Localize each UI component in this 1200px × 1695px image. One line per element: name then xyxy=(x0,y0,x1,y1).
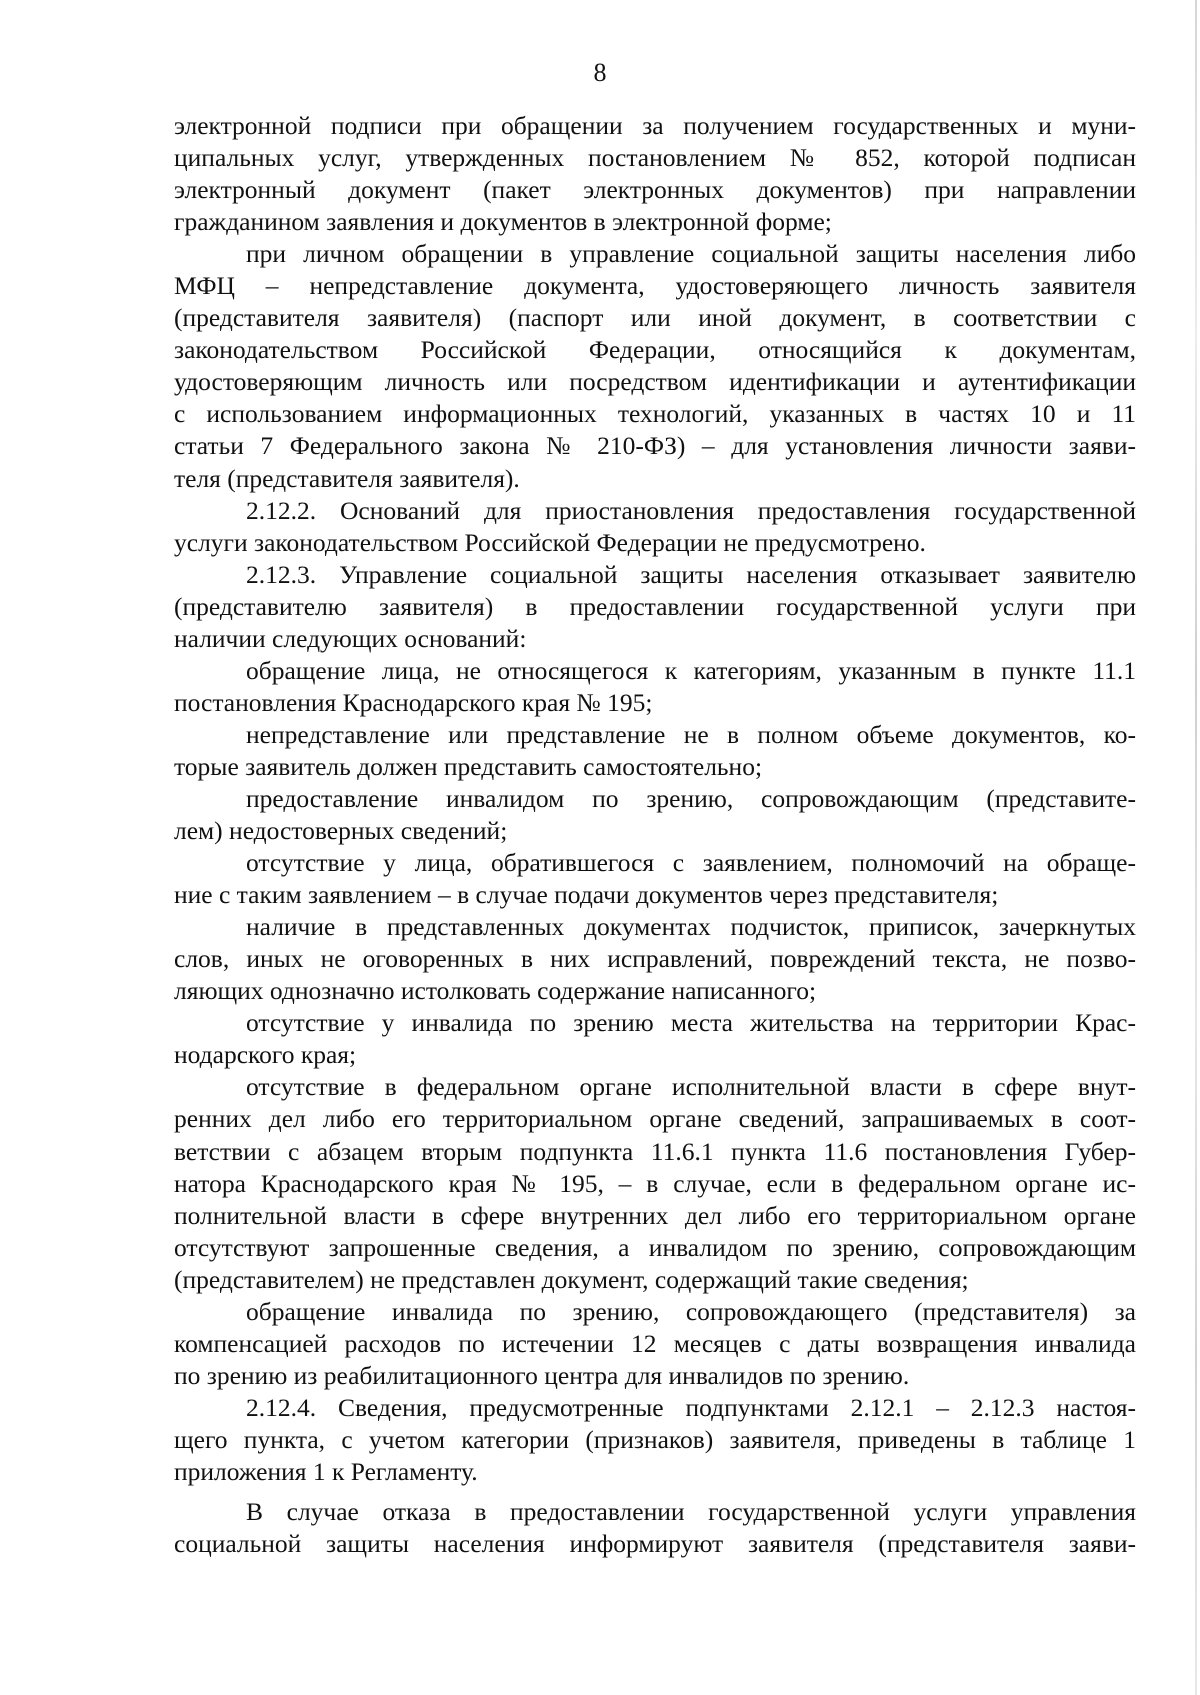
text-line: торые заявитель должен представить самостоятельно; xyxy=(174,751,763,781)
text-line: натора Краснодарского края № 195, – в случае, если в федеральном органе ис- xyxy=(174,1168,1136,1198)
text-line: удостоверяющим личность или посредством идентификации и аутентификации xyxy=(174,367,1136,397)
text-line: В случае отказа в предоставлении государственной услуги управления xyxy=(246,1497,1136,1527)
text-line: услуги законодательством Российской Федерации не предусмотрено. xyxy=(174,527,926,557)
text-line: отсутствуют запрошенные сведения, а инвалидом по зрению, сопровождающим xyxy=(174,1232,1136,1262)
text-line: наличие в представленных документах подчисток, приписок, зачеркнутых xyxy=(246,912,1136,942)
text-line: щего пункта, с учетом категории (признаков) заявителя, приведены в таблице 1 xyxy=(174,1424,1136,1454)
text-line: обращение инвалида по зрению, сопровождающего (представителя) за xyxy=(246,1296,1136,1326)
text-line: (представителю заявителя) в предоставлении государственной услуги при xyxy=(174,591,1136,621)
text-line: ние с таким заявлением – в случае подачи документов через представителя; xyxy=(174,880,999,910)
text-line: обращение лица, не относящегося к категориям, указанным в пункте 11.1 xyxy=(246,655,1136,685)
text-line: социальной защиты населения информируют заявителя (представителя заяви- xyxy=(174,1529,1136,1559)
text-line: 2.12.2. Оснований для приостановления предоставления государственной xyxy=(246,495,1136,525)
text-line: законодательством Российской Федерации, относящийся к документам, xyxy=(174,335,1136,365)
paragraph-gap xyxy=(174,1488,1136,1496)
text-line: статьи 7 Федерального закона № 210-ФЗ) – для установления личности заяви- xyxy=(174,431,1136,461)
text-line: отсутствие у инвалида по зрению места жительства на территории Крас- xyxy=(246,1008,1136,1038)
text-line: компенсацией расходов по истечении 12 месяцев с даты возвращения инвалида xyxy=(174,1328,1136,1358)
text-line: ляющих однозначно истолковать содержание написанного; xyxy=(174,976,817,1006)
text-line: предоставление инвалидом по зрению, сопровождающим (представите- xyxy=(246,783,1136,813)
text-line: (представителя заявителя) (паспорт или иной документ, в соответствии с xyxy=(174,303,1136,333)
text-line: при личном обращении в управление социальной защиты населения либо xyxy=(246,239,1136,269)
text-line: 2.12.3. Управление социальной защиты населения отказывает заявителю xyxy=(246,559,1136,589)
text-line: электронный документ (пакет электронных документов) при направлении xyxy=(174,175,1136,205)
text-line: нодарского края; xyxy=(174,1040,357,1070)
text-line: лем) недостоверных сведений; xyxy=(174,816,508,846)
text-line: полнительной власти в сфере внутренних дел либо его территориальном органе xyxy=(174,1200,1136,1230)
scan-edge-shadow xyxy=(1195,0,1197,1695)
text-line: постановления Краснодарского края № 195; xyxy=(174,687,653,717)
text-line: по зрению из реабилитационного центра для инвалидов по зрению. xyxy=(174,1360,910,1390)
text-line: ветствии с абзацем вторым подпункта 11.6.1 пункта 11.6 постановления Губер- xyxy=(174,1136,1136,1166)
text-line: ренних дел либо его территориальном органе сведений, запрашиваемых в соот- xyxy=(174,1104,1136,1134)
text-line: отсутствие в федеральном органе исполнительной власти в сфере внут- xyxy=(246,1072,1136,1102)
text-line: гражданином заявления и документов в электронной форме; xyxy=(174,207,832,237)
text-line: теля (представителя заявителя). xyxy=(174,463,520,493)
text-line: с использованием информационных технологий, указанных в частях 10 и 11 xyxy=(174,399,1136,429)
text-line: МФЦ – непредставление документа, удостоверяющего личность заявителя xyxy=(174,271,1136,301)
text-line: приложения 1 к Регламенту. xyxy=(174,1456,478,1486)
text-line: непредставление или представление не в полном объеме документов, ко- xyxy=(246,719,1136,749)
text-line: ципальных услуг, утвержденных постановлением № 852, которой подписан xyxy=(174,143,1136,173)
text-line: электронной подписи при обращении за получением государственных и муни- xyxy=(174,111,1136,140)
text-line: слов, иных не оговоренных в них исправлений, повреждений текста, не позво- xyxy=(174,944,1136,974)
text-line: наличии следующих оснований: xyxy=(174,623,527,653)
text-line: отсутствие у лица, обратившегося с заявлением, полномочий на обраще- xyxy=(246,848,1136,878)
text-line: 2.12.4. Сведения, предусмотренные подпунктами 2.12.1 – 2.12.3 настоя- xyxy=(246,1392,1136,1422)
document-body xyxy=(174,110,1136,1560)
text-line: (представителем) не представлен документ, содержащий такие сведения; xyxy=(174,1264,969,1294)
page-number: 8 xyxy=(593,58,607,87)
